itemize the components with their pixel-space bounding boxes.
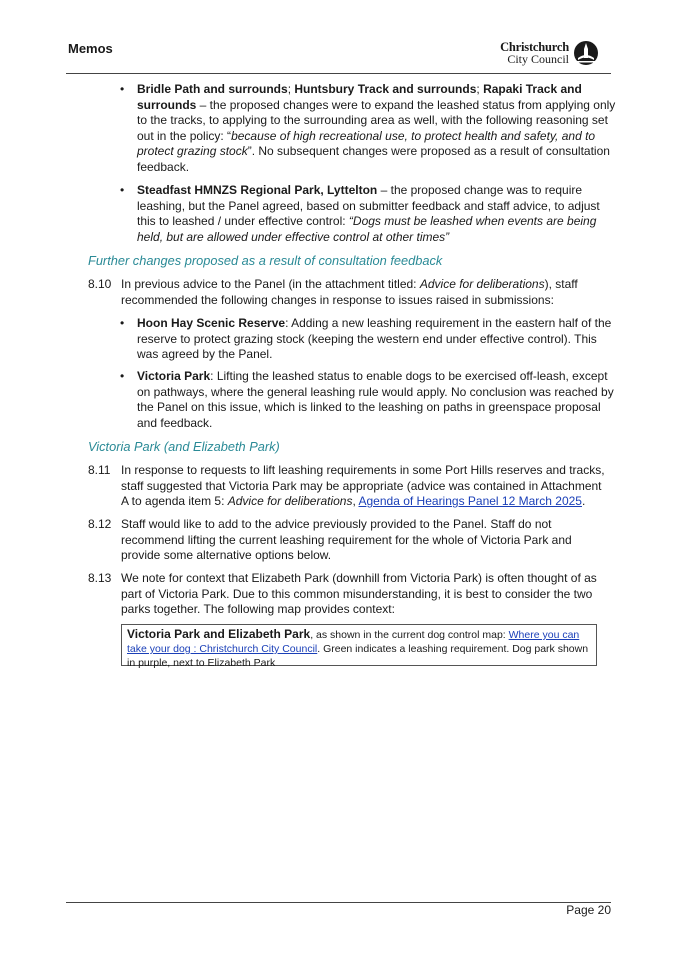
footer-divider <box>66 902 611 903</box>
bullet-steadfast: Steadfast HMNZS Regional Park, Lyttelton – the proposed change was to require leashing, but the Panel agreed, based on submitter feedback and staff advice, to adjust this to leashed / under effective control: “Dogs must be leashed when events are being held, but are allowed under effective control at other times” <box>137 183 600 244</box>
agenda-link[interactable]: Agenda of Hearings Panel 12 March 2025 <box>358 494 582 509</box>
map-caption-box: Victoria Park and Elizabeth Park, as shown in the current dog control map: Where you can take your dog : Christchurch City Council. Green indicates a leashing requirement. Dog park shown in purple, next to Elizabeth Park <box>121 624 597 666</box>
para-8-11: In response to requests to lift leashing requirements in some Port Hills reserves and tracks, staff suggested that Victoria Park may be appropriate (advice was contained in Attachment A to agenda item 5: Advice for deliberations, Agenda of Hearings Panel 12 March 2025. <box>121 463 605 509</box>
logo-line2: City Council <box>507 52 569 66</box>
bullet-bold-1: Bridle Path and surrounds <box>137 82 288 96</box>
para-8-10: In previous advice to the Panel (in the attachment titled: Advice for deliberations), staff recommended the following changes in response to issues raised in submissions: <box>121 277 578 307</box>
section-heading-victoria-park: Victoria Park (and Elizabeth Park) <box>88 439 280 454</box>
para-8-13: We note for context that Elizabeth Park (downhill from Victoria Park) is often thought of as part of Victoria Park. Due to this common misunderstanding, it is best to consider the two parks together. The following map provides context: <box>121 571 597 617</box>
logo-line1: Christchurch <box>500 40 569 54</box>
caption-title: Victoria Park and Elizabeth Park <box>127 627 311 641</box>
header-title: Memos <box>68 41 113 56</box>
section-heading-further-changes: Further changes proposed as a result of consultation feedback <box>88 253 443 268</box>
council-logo <box>500 40 599 66</box>
bullet-icon: • <box>120 316 125 330</box>
para-8-12: Staff would like to add to the advice previously provided to the Panel. Staff do not recommend lifting the current leashing requirement for the whole of Victoria Park and provide some alternative options below. <box>121 517 572 563</box>
para-number: 8.13 <box>88 571 112 585</box>
header-divider <box>66 73 611 74</box>
bullet-victoria-park: Victoria Park: Lifting the leashed status to enable dogs to be exercised off-leash, except on pathways, where the general leashing rule would apply. No conclusion was reached by the Panel on this issue, which is linked to the leashing on paths in greenspace proposal and feedback. <box>137 369 614 430</box>
cathedral-logo-icon <box>573 40 599 66</box>
bullet-icon: • <box>120 183 125 197</box>
bullet-bold-2: Huntsbury Track and surrounds <box>294 82 477 96</box>
bullet-hoon-hay: Hoon Hay Scenic Reserve: Adding a new leashing requirement in the eastern half of the reserve to protect grazing stock (keeping the western end under effective control). This was agreed by the Panel. <box>137 316 612 362</box>
para-number: 8.11 <box>88 463 111 477</box>
para-number: 8.12 <box>88 517 112 531</box>
bullet-bridle-path: Bridle Path and surrounds; Huntsbury Track and surrounds; Rapaki Track and surrounds – the proposed changes were to expand the leashed status from applying only to the tracks, to applying to the surrounding area as well, with the following reasoning set out in the policy: “because of high recreational use, to protect health and safety, and to protect grazing stock”. No subsequent changes were proposed as a result of consultation feedback. <box>137 82 616 174</box>
bullet-bold-3: Rapaki Track and surrounds <box>137 82 582 112</box>
bullet-icon: • <box>120 369 125 383</box>
bullet-icon: • <box>120 82 125 96</box>
dog-map-link[interactable]: Where you can take your dog : Christchurch City Council <box>127 629 580 655</box>
page-number: Page 20 <box>566 903 611 917</box>
para-number: 8.10 <box>88 277 112 291</box>
